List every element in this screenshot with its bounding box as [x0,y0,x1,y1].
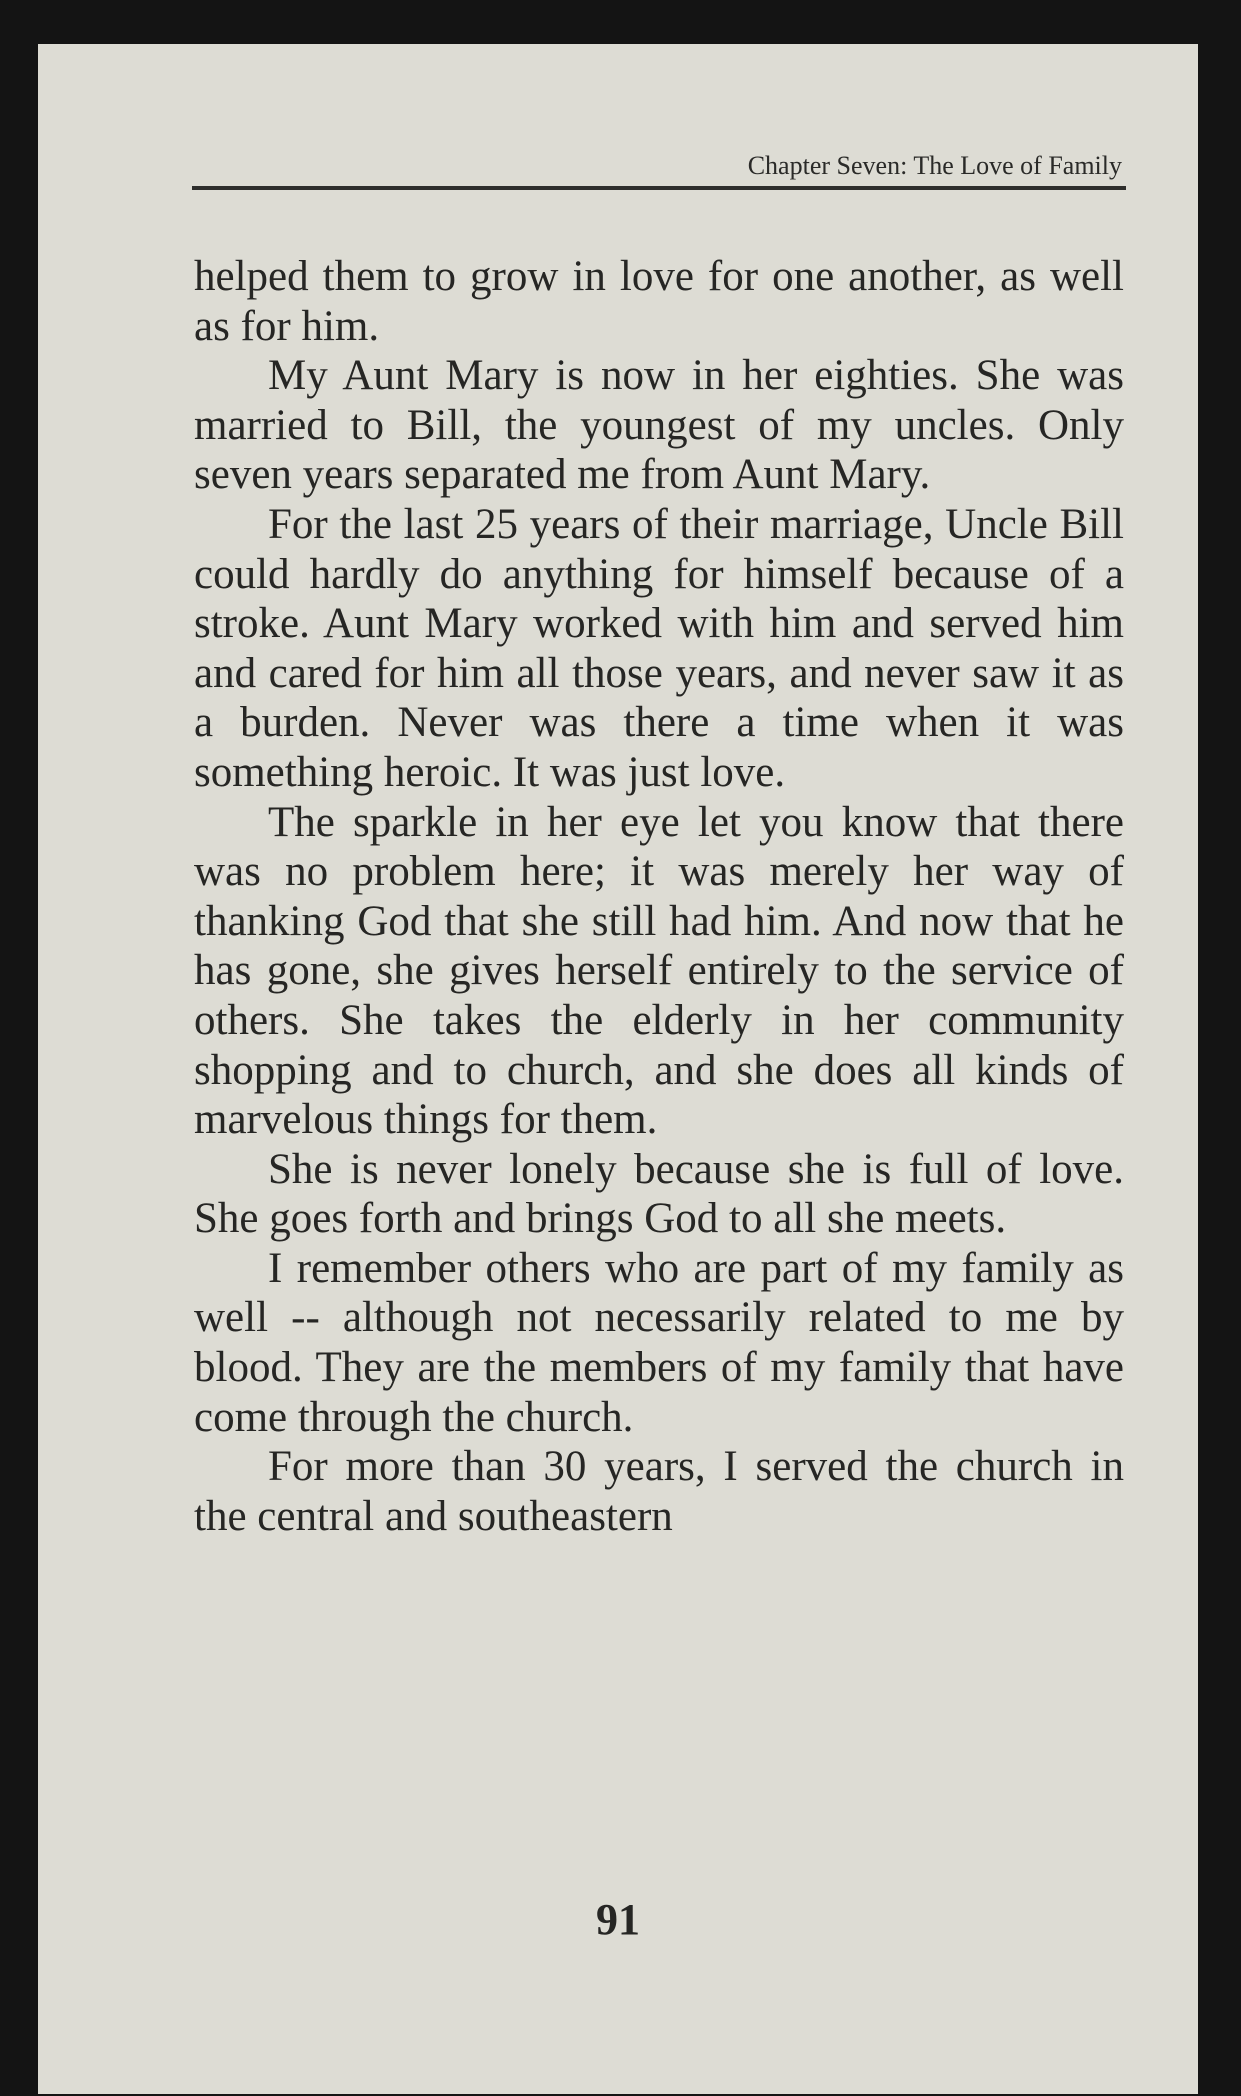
paragraph: helped them to grow in love for one another, as well as for him. [194,253,1124,350]
book-page [38,44,1198,2094]
page-number: 91 [596,1895,640,1944]
paragraph: For the last 25 years of their marriage, Uncle Bill could hardly do anything for himself because of a stroke. Aunt Mary worked with him and served him and cared for him all those years, and never saw it as a burden. Never was there a time when it was something heroic. It was just love. [194,500,1124,796]
running-head: Chapter Seven: The Love of Family [747,151,1122,180]
paragraph: My Aunt Mary is now in her eighties. She was married to Bill, the youngest of my uncles. Only seven years separated me from Aunt Mary. [194,352,1124,499]
paragraph: She is never lonely because she is full of love. She goes forth and brings God to all she meets. [194,1145,1124,1243]
body-text [194,252,1124,1541]
paragraph: The sparkle in her eye let you know that there was no problem here; it was merely her way of thanking God that she still had him. And now that he has gone, she gives herself entirely to the service of others. She takes the elderly in her community shopping and to church, and she does all kinds of marvelous things for them. [194,798,1124,1144]
paragraph: For more than 30 years, I served the church in the central and southeastern [194,1443,1124,1540]
header-rule [192,186,1126,190]
paragraph: I remember others who are part of my family as well -- although not necessarily related to me by blood. They are the members of my family that have come through the church. [194,1244,1124,1441]
